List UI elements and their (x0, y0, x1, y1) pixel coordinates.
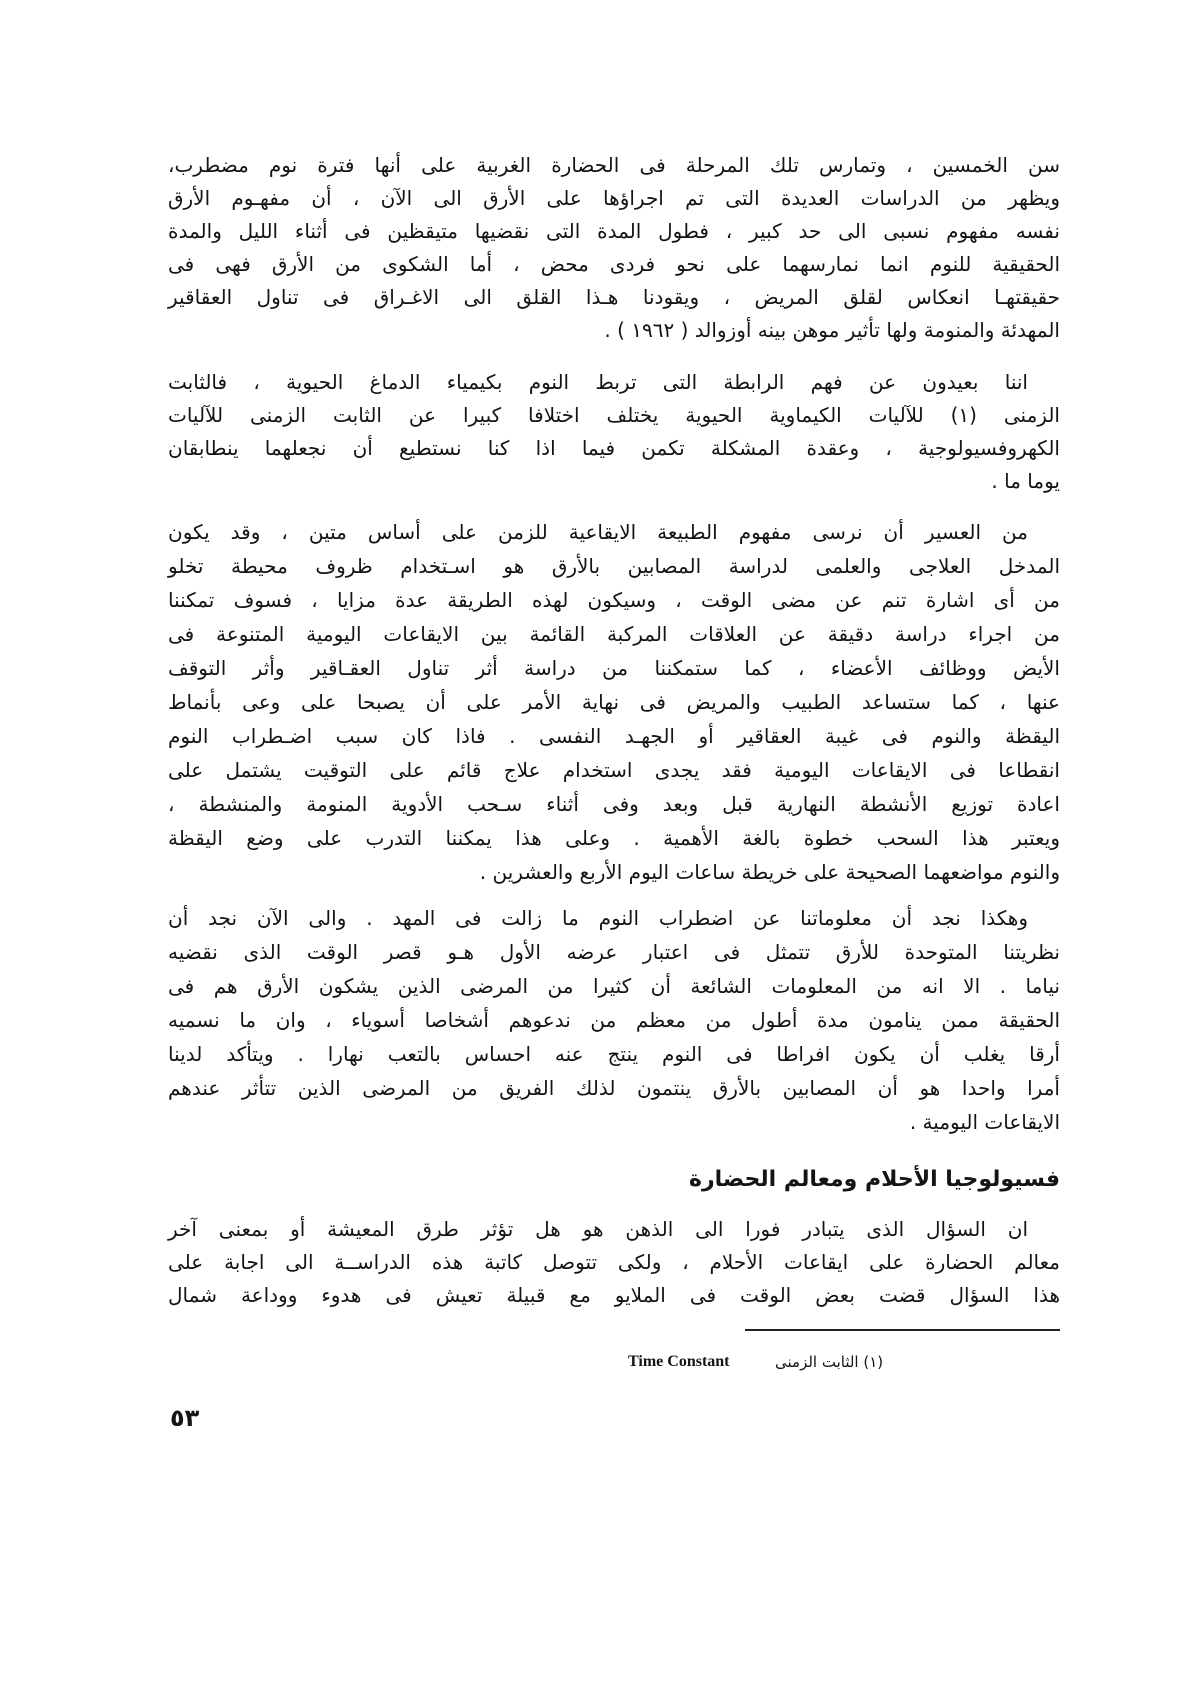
page-number: ٥٣ (170, 1404, 200, 1432)
paragraph-dreams (168, 1213, 1060, 1312)
text-line: اليقظة والنوم فى غيبة العقاقير أو الجهـد النفسى . فاذا كان سبب اضـطراب النوم (168, 724, 1060, 748)
section-heading: فسيولوجيا الأحلام ومعالم الحضارة (688, 1167, 1060, 1192)
text-line: من اجراء دراسة دقيقة عن العلاقات المركبة القائمة بين الايقاعات اليومية المتنوعة فى (168, 622, 1060, 646)
text-line: حقيقتهـا انعكاس لقلق المريض ، ويقودنا هـذا القلق الى الاغـراق فى تناول العقاقير (168, 285, 1060, 309)
paragraph-biochemistry (168, 366, 1060, 498)
footnote-divider (745, 1329, 1060, 1331)
text-line: سن الخمسين ، وتمارس تلك المرحلة فى الحضارة الغربية على أنها فترة نوم مضطرب، (168, 153, 1060, 177)
text-line: أرقا يغلب أن يكون افراطا فى النوم ينتج عنه احساس بالتعب نهارا . ويتأكد لدينا (168, 1042, 1060, 1066)
text-line: ان السؤال الذى يتبادر فورا الى الذهن هو هل تؤثر طرق المعيشة أو بمعنى آخر (168, 1217, 1028, 1241)
text-line: الزمنى (١) للآليات الكيماوية الحيوية يختلف اختلافا كبيرا عن الثابت الزمنى للآليات (168, 403, 1060, 427)
text-line: عنها ، كما ستساعد الطبيب والمريض فى نهاية الأمر على أن يصبحا على وعى بأنماط (168, 690, 1060, 714)
text-line: اعادة توزيع الأنشطة النهارية قبل وبعد وفى أثناء سـحب الأدوية المنومة والمنشطة ، (168, 792, 1060, 816)
text-line: من العسير أن نرسى مفهوم الطبيعة الايقاعية للزمن على أساس متين ، وقد يكون (168, 520, 1028, 544)
paragraph-insomnia (168, 901, 1060, 1139)
text-line: يوما ما . (991, 469, 1060, 493)
text-line: الحقيقية للنوم انما نمارسهما على نحو فردى محض ، أما الشكوى من الأرق فهى فى (168, 252, 1060, 276)
text-line: نياما . الا انه من المعلومات الشائعة أن كثيرا من المرضى الذين يشكون الأرق هم فى (168, 974, 1060, 998)
text-line: الحقيقة ممن ينامون مدة أطول من معظم من ندعوهم أشخاصا أسوياء ، وان ما نسميه (168, 1008, 1060, 1032)
text-line: هذا السؤال قضت بعض الوقت فى الملايو مع قبيلة تعيش فى هدوء ووداعة شمال (168, 1283, 1060, 1307)
text-line: ويعتبر هذا السحب خطوة بالغة الأهمية . وعلى هذا يمكننا التدرب على وضع اليقظة (168, 826, 1060, 850)
text-line: معالم الحضارة على ايقاعات الأحلام ، ولكى تتوصل كاتبة هذه الدراســة الى اجابة على (168, 1250, 1060, 1274)
text-line: والنوم مواضعهما الصحيحة على خريطة ساعات اليوم الأربع والعشرين . (479, 860, 1060, 884)
footnote-english: Time Constant (628, 1353, 730, 1370)
text-line: الأيض ووظائف الأعضاء ، كما ستمكننا من دراسة أثر تناول العقـاقير وأثر التوقف (168, 656, 1060, 680)
text-line: المدخل العلاجى والعلمى لدراسة المصابين بالأرق هو اسـتخدام ظروف محيطة تخلو (168, 554, 1060, 578)
paragraph-continuation (168, 149, 1060, 347)
text-line: نظريتنا المتوحدة للأرق تتمثل فى اعتبار عرضه الأول هـو قصر الوقت الذى نقضيه (168, 940, 1060, 964)
text-line: من أى اشارة تنم عن مضى الوقت ، وسيكون لهذه الطريقة عدة مزايا ، فسوف تمكننا (168, 588, 1060, 612)
text-line: ويظهر من الدراسات العديدة التى تم اجراؤها على الأرق الى الآن ، أن مفهـوم الأرق (168, 186, 1060, 210)
paragraph-rhythms (168, 515, 1060, 889)
text-line: المهدئة والمنومة ولها تأثير موهن بينه أوزوالد ( ١٩٦٢ ) . (604, 318, 1060, 342)
text-line: الايقاعات اليومية . (909, 1110, 1060, 1134)
text-line: نفسه مفهوم نسبى الى حد كبير ، فطول المدة التى نقضيها متيقظين فى أثناء الليل والمدة (168, 219, 1060, 243)
text-line: أمرا واحدا هو أن المصابين بالأرق ينتمون لذلك الفريق من المرضى الذين تتأثر عندهم (168, 1076, 1060, 1100)
text-line: الكهروفسيولوجية ، وعقدة المشكلة تكمن فيما اذا كنا نستطيع أن نجعلهما ينطابقان (168, 436, 1060, 460)
footnote-arabic: (١) الثابت الزمنى (775, 1353, 884, 1371)
text-line: وهكذا نجد أن معلوماتنا عن اضطراب النوم ما زالت فى المهد . والى الآن نجد أن (168, 906, 1028, 930)
text-line: اننا بعيدون عن فهم الرابطة التى تربط النوم بكيمياء الدماغ الحيوية ، فالثابت (168, 370, 1028, 394)
text-line: انقطاعا فى الايقاعات اليومية فقد يجدى استخدام علاج قائم على التوقيت يشتمل على (168, 758, 1060, 782)
